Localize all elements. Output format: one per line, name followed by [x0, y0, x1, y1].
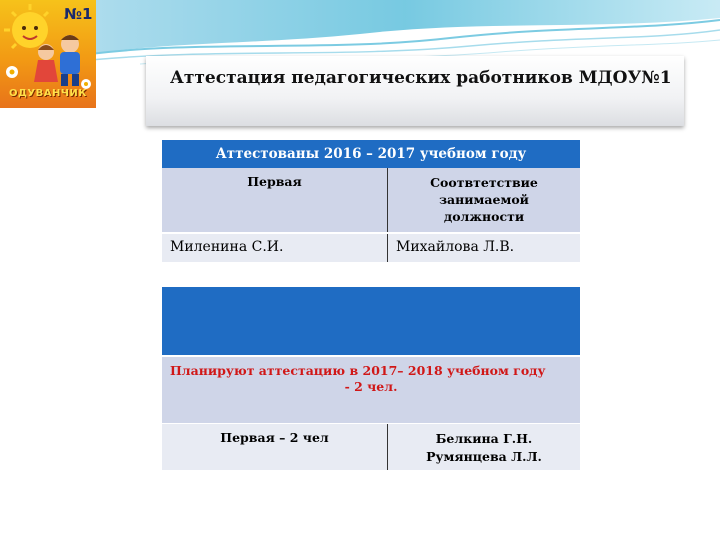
planned-table-header	[162, 287, 580, 355]
logo-name: ОДУВАНЧИК	[9, 88, 87, 99]
table-row	[162, 424, 580, 470]
certified-table-column-headers	[162, 168, 580, 232]
plan-text: Планируют аттестацию в 2017– 2018 учебном году	[170, 363, 546, 378]
table-cell-conformity: Михайлова Л.В.	[387, 234, 580, 262]
plan-name: Румянцева Л.Л.	[426, 449, 542, 464]
logo-number: №1	[64, 5, 93, 23]
kindergarten-logo	[0, 0, 96, 108]
title-banner	[146, 56, 684, 126]
column-header-first: Первая	[247, 174, 302, 189]
plan-count: - 2 чел.	[344, 379, 398, 394]
table-cell-first: Миленина С.И.	[170, 239, 284, 255]
planned-table	[162, 287, 580, 470]
plan-names	[387, 424, 580, 470]
plan-row	[162, 357, 580, 423]
column-header-conformity: Соотвтетствие занимаемой должности	[387, 168, 580, 232]
plan-name: Белкина Г.Н.	[435, 431, 533, 446]
certified-table	[162, 140, 580, 262]
certified-table-header: Аттестованы 2016 – 2017 учебном году	[162, 140, 580, 168]
page-title: Аттестация педагогических работников МДОУ№1	[170, 68, 672, 88]
plan-category: Первая – 2 чел	[220, 430, 329, 445]
table-row	[162, 234, 580, 262]
